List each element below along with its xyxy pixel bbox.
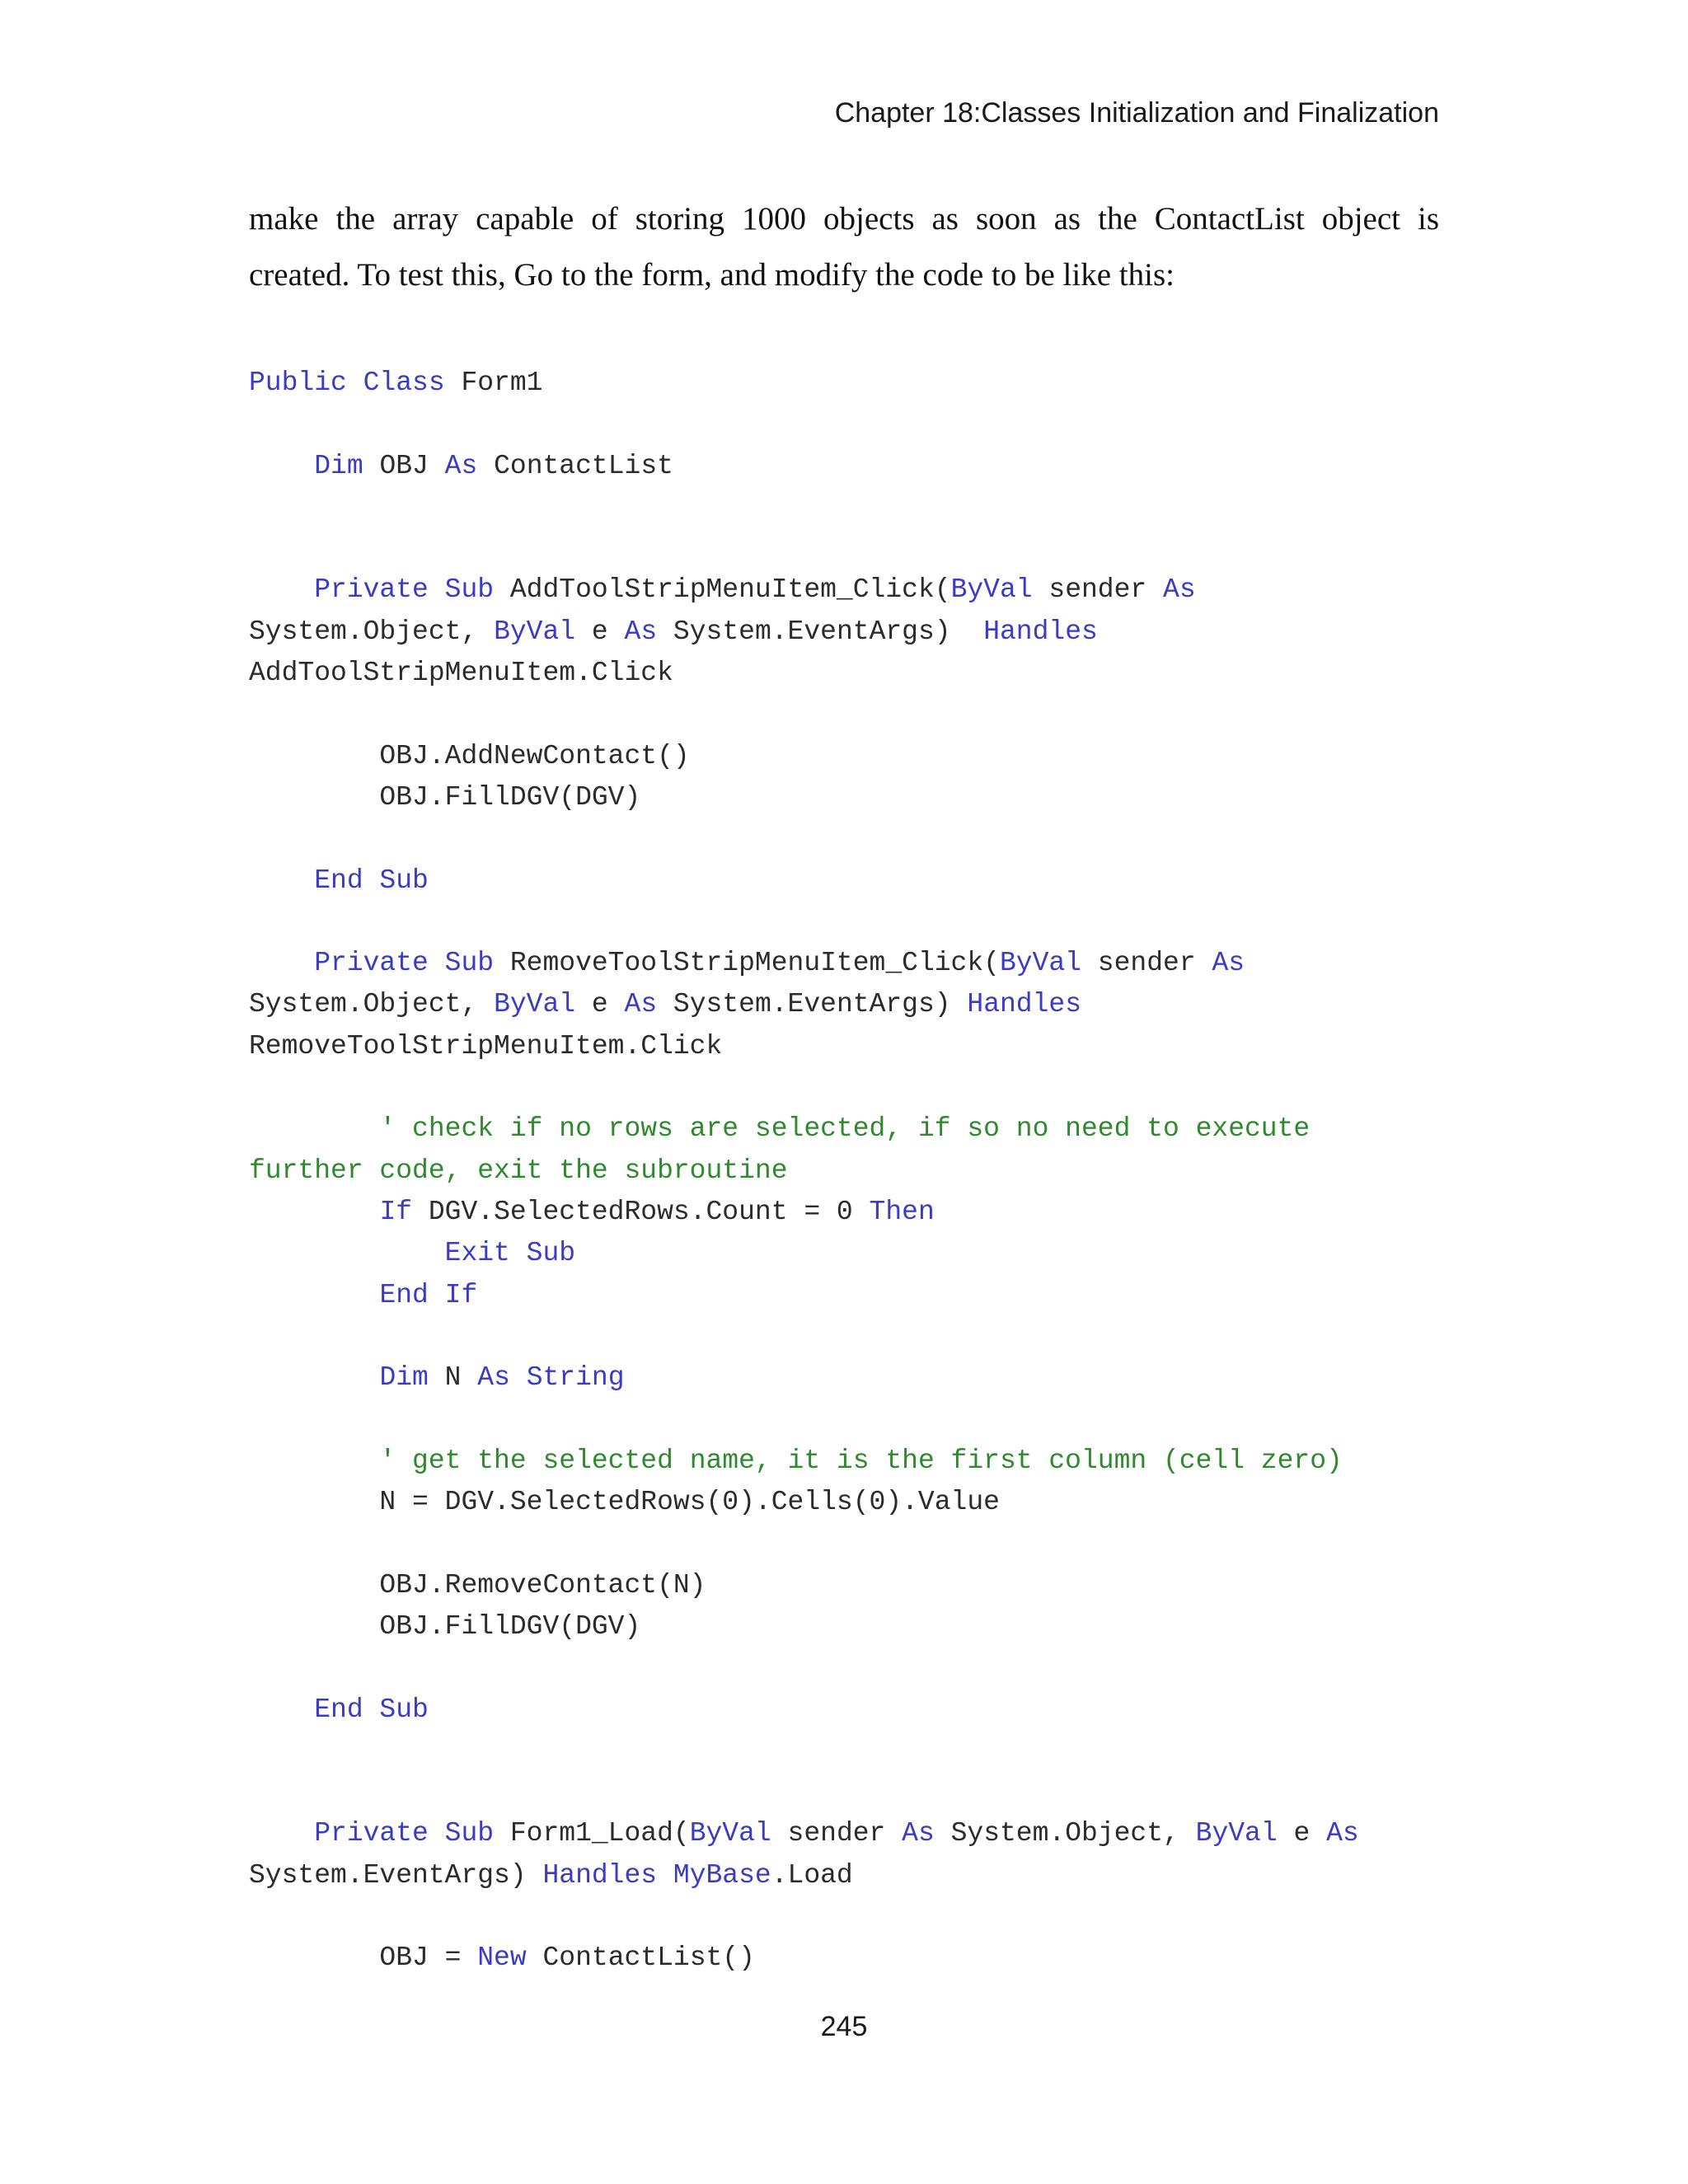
body-paragraph — [249, 191, 1439, 303]
code-line — [249, 1233, 1439, 1274]
code-keyword: ByVal — [689, 1818, 771, 1849]
code-text: e — [1277, 1818, 1327, 1849]
code-text: System.EventArgs) — [249, 1859, 543, 1891]
code-line — [249, 736, 1439, 777]
code-keyword: As — [1212, 948, 1245, 979]
code-line — [249, 1938, 1439, 1979]
code-line — [249, 1896, 1439, 1938]
code-line — [249, 1647, 1439, 1689]
page-number: 245 — [820, 2011, 868, 2042]
code-text: OBJ.RemoveContact(N) — [249, 1569, 706, 1601]
code-keyword: As — [1326, 1818, 1359, 1849]
code-text: System.EventArgs) — [657, 989, 968, 1020]
code-text: OBJ — [363, 450, 445, 481]
code-text: System.EventArgs) — [657, 616, 984, 647]
code-text: N = DGV.SelectedRows(0).Cells(0).Value — [249, 1487, 1000, 1518]
code-line — [249, 1357, 1439, 1399]
code-keyword: Handles MyBase — [542, 1859, 771, 1891]
code-keyword: New — [477, 1943, 527, 1974]
code-line — [249, 818, 1439, 860]
code-keyword: ByVal — [494, 616, 576, 647]
code-text — [249, 1280, 379, 1310]
code-text: sender — [1081, 948, 1212, 979]
code-line — [249, 1151, 1439, 1192]
code-line — [249, 1026, 1439, 1067]
code-keyword: Private Sub — [314, 948, 495, 979]
code-line — [249, 1690, 1439, 1731]
code-line — [249, 1108, 1439, 1150]
code-keyword: Public Class — [249, 368, 445, 398]
code-line — [249, 1067, 1439, 1108]
code-keyword: ByVal — [950, 574, 1033, 606]
code-text — [249, 1446, 379, 1476]
code-text: RemoveToolStripMenuItem.Click — [249, 1030, 723, 1062]
code-text: N — [428, 1362, 478, 1394]
code-line — [249, 1772, 1439, 1813]
code-line — [249, 1813, 1439, 1854]
code-line — [249, 1399, 1439, 1440]
code-keyword: ByVal — [999, 948, 1081, 979]
code-keyword: Dim — [314, 450, 363, 481]
code-keyword: As — [1163, 574, 1196, 606]
code-text: Form1 — [444, 368, 543, 398]
code-line — [249, 943, 1439, 984]
code-line — [249, 446, 1439, 487]
code-line — [249, 569, 1439, 611]
code-keyword: As String — [477, 1362, 625, 1394]
code-line — [249, 1565, 1439, 1606]
code-line — [249, 902, 1439, 943]
code-text — [249, 1694, 314, 1725]
code-line — [249, 1441, 1439, 1482]
code-text: .Load — [771, 1859, 853, 1891]
code-line — [249, 1731, 1439, 1772]
code-keyword: ByVal — [1195, 1818, 1278, 1849]
code-keyword: End If — [379, 1279, 478, 1310]
code-keyword: Handles — [967, 989, 1082, 1020]
code-text: Form1_Load( — [494, 1818, 690, 1849]
code-line — [249, 694, 1439, 735]
code-text: sender — [771, 1818, 903, 1849]
code-keyword: Private Sub — [314, 1818, 495, 1849]
code-text — [249, 865, 314, 896]
paragraph-line: created. To test this, Go to the form, and modify the code to be like this: — [249, 257, 1175, 293]
code-line — [249, 363, 1439, 404]
running-header: Chapter 18:Classes Initialization and Finalization — [834, 97, 1439, 129]
code-line — [249, 1192, 1439, 1233]
code-text: System.Object, — [249, 989, 495, 1020]
code-keyword: ByVal — [494, 989, 576, 1020]
code-text — [249, 1197, 379, 1227]
code-text: AddToolStripMenuItem.Click — [249, 658, 673, 689]
code-line — [249, 1523, 1439, 1564]
code-comment: further code, exit the subroutine — [249, 1155, 788, 1186]
code-text — [249, 1362, 379, 1393]
code-text: sender — [1032, 574, 1164, 606]
code-line — [249, 860, 1439, 902]
code-line — [249, 653, 1439, 694]
code-line — [249, 777, 1439, 818]
code-text: ContactList() — [526, 1943, 755, 1974]
code-comment: ' check if no rows are selected, if so no need to execute — [379, 1113, 1311, 1145]
code-text: System.Object, — [934, 1818, 1196, 1849]
code-text: DGV.SelectedRows.Count = 0 — [412, 1196, 870, 1227]
code-keyword: If — [379, 1196, 413, 1227]
code-line — [249, 612, 1439, 653]
code-text — [249, 451, 314, 481]
code-text: ContactList — [477, 450, 673, 481]
code-line — [249, 404, 1439, 445]
code-line — [249, 487, 1439, 528]
code-keyword: End Sub — [314, 1694, 429, 1725]
code-keyword: End Sub — [314, 865, 429, 896]
code-text — [249, 1113, 379, 1144]
code-keyword: As — [624, 616, 658, 647]
code-text: System.Object, — [249, 616, 495, 647]
code-line — [249, 984, 1439, 1025]
code-keyword: As — [902, 1818, 935, 1849]
code-text: AddToolStripMenuItem_Click( — [494, 574, 951, 606]
code-line — [249, 1275, 1439, 1316]
code-text: OBJ = — [249, 1943, 478, 1974]
code-line — [249, 1482, 1439, 1523]
code-keyword: Private Sub — [314, 574, 495, 606]
code-keyword: Exit Sub — [444, 1238, 576, 1269]
code-text: RemoveToolStripMenuItem_Click( — [494, 948, 1000, 979]
code-line — [249, 1606, 1439, 1647]
code-text: OBJ.FillDGV(DGV) — [249, 781, 641, 813]
code-text: e — [575, 616, 625, 647]
code-keyword: As — [624, 989, 658, 1020]
code-line — [249, 528, 1439, 569]
paragraph-line: make the array capable of storing 1000 objects as soon as the ContactList object is — [249, 201, 1439, 237]
code-text — [249, 1238, 445, 1268]
code-text — [249, 948, 314, 978]
code-text — [249, 574, 314, 605]
code-keyword: As — [444, 450, 478, 481]
code-text — [249, 1818, 314, 1849]
code-keyword: Dim — [379, 1362, 429, 1394]
code-line — [249, 1855, 1439, 1896]
code-listing — [249, 363, 1439, 1980]
code-keyword: Handles — [983, 616, 1098, 647]
code-text: e — [575, 989, 625, 1020]
code-text: OBJ.FillDGV(DGV) — [249, 1610, 641, 1642]
code-text: OBJ.AddNewContact() — [249, 740, 690, 771]
code-line — [249, 1316, 1439, 1357]
code-keyword: Then — [869, 1196, 935, 1227]
code-comment: ' get the selected name, it is the first column (cell zero) — [379, 1445, 1343, 1476]
